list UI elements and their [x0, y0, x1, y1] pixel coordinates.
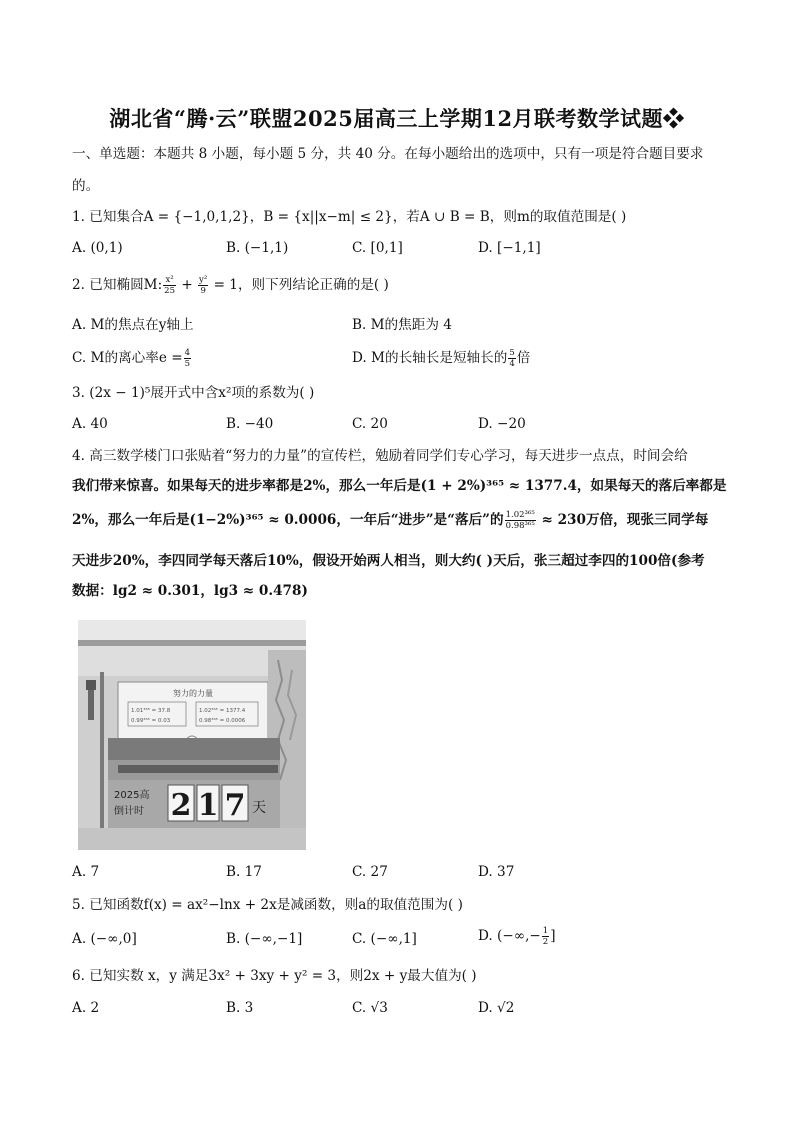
question-4-option-d: D. 37 [478, 864, 515, 880]
fraction-4-5 [184, 348, 191, 369]
question-2-option-c [72, 346, 192, 369]
question-4-option-c: C. 27 [352, 864, 388, 880]
question-1-option-d: D. [−1,1] [478, 240, 541, 256]
question-2-option-b: B. M的焦距为 4 [352, 317, 452, 333]
question-3-option-d: D. −20 [478, 416, 526, 432]
question-6-option-b: B. 3 [226, 1000, 254, 1016]
countdown-photo-image [78, 620, 306, 850]
question-2-option-a: A. M的焦点在y轴上 [72, 317, 194, 333]
fraction-den: 2 [542, 937, 549, 947]
question-5-option-b: B. (−∞,−1] [226, 931, 303, 947]
question-3-option-a: A. 40 [72, 416, 108, 432]
question-5-stem: 5. 已知函数f(x) = ax²−lnx + 2x是减函数，则a的取值范围为( ) [72, 897, 463, 913]
fraction-num: 5 [509, 348, 515, 358]
countdown-unit: 天 [252, 800, 266, 816]
fraction-1-2 [542, 926, 549, 947]
option-d-post: ] [550, 928, 556, 944]
countdown-digit-2: 1 [197, 788, 219, 823]
question-2-stem-pre: 2. 已知椭圆M: [72, 277, 163, 293]
question-4-option-b: B. 17 [226, 864, 262, 880]
fraction-num: 1 [542, 926, 549, 936]
question-4-line-3-post: ≈ 230万倍，现张三同学每 [536, 512, 709, 528]
section-heading: 一、单选题：本题共 8 小题，每小题 5 分，共 40 分。在每小题给出的选项中，只有一项是符合题目要求 [72, 146, 704, 162]
question-4-line-3 [72, 510, 708, 531]
question-2-option-d [352, 346, 530, 369]
fraction-num: 4 [184, 348, 191, 358]
board-formula-right: 1.02³⁶⁵ = 1377.4 [199, 708, 246, 714]
countdown-label-2: 倒计时 [114, 806, 144, 817]
page-title: 湖北省“腾·云”联盟2025届高三上学期12月联考数学试题❖ [109, 106, 685, 131]
question-1-option-c: C. [0,1] [352, 240, 403, 256]
question-4-line-5: 数据：lg2 ≈ 0.301，lg3 ≈ 0.478) [72, 583, 308, 599]
question-6-option-a: A. 2 [72, 1000, 100, 1016]
question-6-stem: 6. 已知实数 x，y 满足3x² + 3xy + y² = 3，则2x + y最大值为( ) [72, 968, 477, 984]
fraction-den: 4 [509, 359, 515, 369]
countdown-digit-1: 2 [170, 788, 192, 823]
option-d-pre: D. M的长轴长是短轴长的 [352, 350, 508, 366]
question-2-stem [72, 275, 389, 296]
fraction-den: 5 [184, 359, 191, 369]
fraction-den: 9 [200, 286, 206, 296]
countdown-photo [78, 620, 306, 850]
question-5-option-d [478, 926, 556, 947]
board-title: 努力的力量 [173, 689, 213, 698]
question-4-line-1: 4. 高三数学楼门口张贴着“努力的力量”的宣传栏，勉励着同学们专心学习，每天进步一点点，时间会给 [72, 448, 688, 464]
question-3-option-c: C. 20 [352, 416, 388, 432]
countdown-label-1: 2025高 [114, 790, 150, 801]
board-formula-right-2: 0.98³⁶⁵ = 0.0006 [199, 718, 246, 724]
question-1-stem: 1. 已知集合A = {−1,0,1,2}，B = {x||x−m| ≤ 2}，若A ∪ B = B，则m的取值范围是( ) [72, 209, 627, 225]
question-4-line-4: 天进步20%，李四同学每天落后10%，假设开始两人相当，则大约( )天后，张三超过李四的100倍(参考 [72, 553, 705, 569]
fraction-y2-9 [198, 275, 208, 296]
question-6-option-c: C. √3 [352, 1000, 388, 1016]
question-4-option-a: A. 7 [72, 864, 100, 880]
question-3-stem: 3. (2x − 1)⁵展开式中含x²项的系数为( ) [72, 385, 315, 401]
question-4-line-3-pre: 2%，那么一年后是(1−2%)³⁶⁵ ≈ 0.0006，一年后“进步”是“落后”的 [72, 512, 504, 528]
question-4-line-2: 我们带来惊喜。如果每天的进步率都是2%，那么一年后是(1 + 2%)³⁶⁵ ≈ 1377.4，如果每天的落后率都是 [72, 478, 727, 494]
question-5-option-a: A. (−∞,0] [72, 931, 137, 947]
option-d-post: 倍 [516, 350, 531, 366]
question-1-option-b: B. (−1,1) [226, 240, 289, 256]
board-formula-left-2: 0.99³⁶⁵ = 0.03 [131, 718, 171, 724]
fraction-den: 25 [164, 286, 175, 296]
question-2-stem-post: = 1，则下列结论正确的是( ) [209, 277, 389, 293]
question-6-option-d: D. √2 [478, 1000, 515, 1016]
plus-sign: + [177, 277, 198, 293]
fraction-progress-ratio [505, 510, 536, 531]
option-d-pre: D. (−∞,− [478, 928, 541, 944]
fraction-5-4 [508, 348, 515, 369]
fraction-num: y² [199, 275, 208, 285]
board-formula-left: 1.01³⁶⁵ = 37.8 [131, 708, 171, 714]
question-5-option-c: C. (−∞,1] [352, 931, 417, 947]
question-1-option-a: A. (0,1) [72, 240, 123, 256]
option-c-pre: C. M的离心率e = [72, 350, 183, 366]
fraction-num: 1.02³⁶⁵ [505, 510, 535, 520]
fraction-num: x² [163, 275, 176, 286]
countdown-digit-3: 7 [224, 788, 246, 823]
question-3-option-b: B. −40 [226, 416, 274, 432]
section-heading-cont: 的。 [72, 178, 100, 194]
fraction-den: 0.98³⁶⁵ [505, 521, 535, 531]
fraction-x2-25 [163, 275, 176, 296]
